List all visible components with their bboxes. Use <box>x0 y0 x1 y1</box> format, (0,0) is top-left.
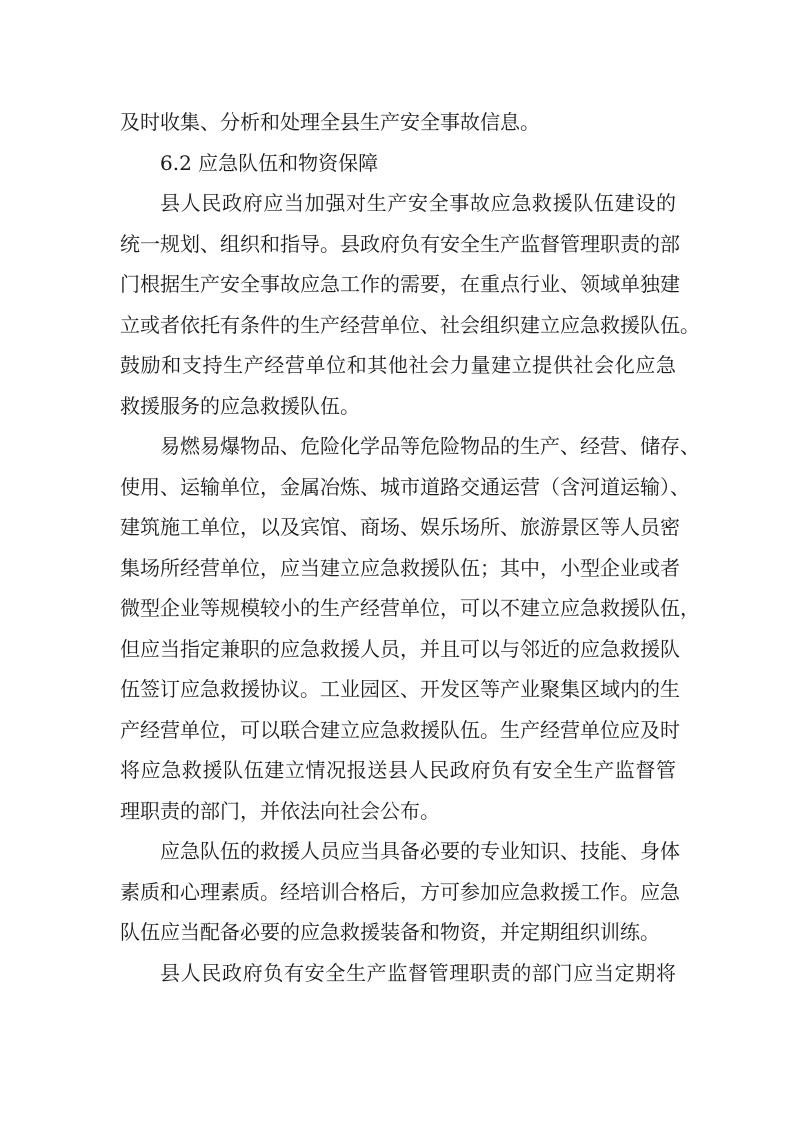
section-heading: 6.2 应急队伍和物资保障 <box>160 150 379 175</box>
text-line: 集场所经营单位，应当建立应急救援队伍；其中，小型企业或者 <box>120 555 680 580</box>
text-line: 使用、运输单位，金属冶炼、城市道路交通运营（含河道运输）、 <box>120 474 690 499</box>
text-line: 伍签订应急救援协议。工业园区、开发区等产业聚集区域内的生 <box>120 677 680 701</box>
document-body <box>120 102 700 993</box>
text-line: 县人民政府负有安全生产监督管理职责的部门应当定期将 <box>160 960 676 985</box>
text-line: 理职责的部门，并依法向社会公布。 <box>120 798 440 823</box>
text-line: 县人民政府应当加强对生产安全事故应急救援队伍建设的 <box>160 191 676 215</box>
text-line: 应急队伍的救援人员应当具备必要的专业知识、技能、身体 <box>160 839 680 863</box>
text-line: 救援服务的应急救援队伍。 <box>120 393 360 418</box>
text-line: 立或者依托有条件的生产经营单位、社会组织建立应急救援队伍。 <box>120 312 700 337</box>
text-line: 建筑施工单位，以及宾馆、商场、娱乐场所、旅游景区等人员密 <box>120 515 680 539</box>
text-line: 素质和心理素质。经培训合格后，方可参加应急救援工作。应急 <box>120 879 680 904</box>
text-line: 门根据生产安全事故应急工作的需要，在重点行业、领域单独建 <box>120 272 680 296</box>
text-line: 易燃易爆物品、危险化学品等危险物品的生产、经营、储存、 <box>160 434 700 458</box>
text-line: 队伍应当配备必要的应急救援装备和物资，并定期组织训练。 <box>120 920 660 944</box>
text-line: 微型企业等规模较小的生产经营单位，可以不建立应急救援队伍， <box>120 596 700 620</box>
text-line: 及时收集、分析和处理全县生产安全事故信息。 <box>120 110 540 134</box>
text-line: 产经营单位，可以联合建立应急救援队伍。生产经营单位应及时 <box>120 717 680 742</box>
text-line: 将应急救援队伍建立情况报送县人民政府负有安全生产监督管 <box>120 758 676 782</box>
text-line: 鼓励和支持生产经营单位和其他社会力量建立提供社会化应急 <box>120 353 676 377</box>
text-line: 统一规划、组织和指导。县政府负有安全生产监督管理职责的部 <box>120 231 680 256</box>
text-line: 但应当指定兼职的应急救援人员，并且可以与邻近的应急救援队 <box>120 636 680 661</box>
